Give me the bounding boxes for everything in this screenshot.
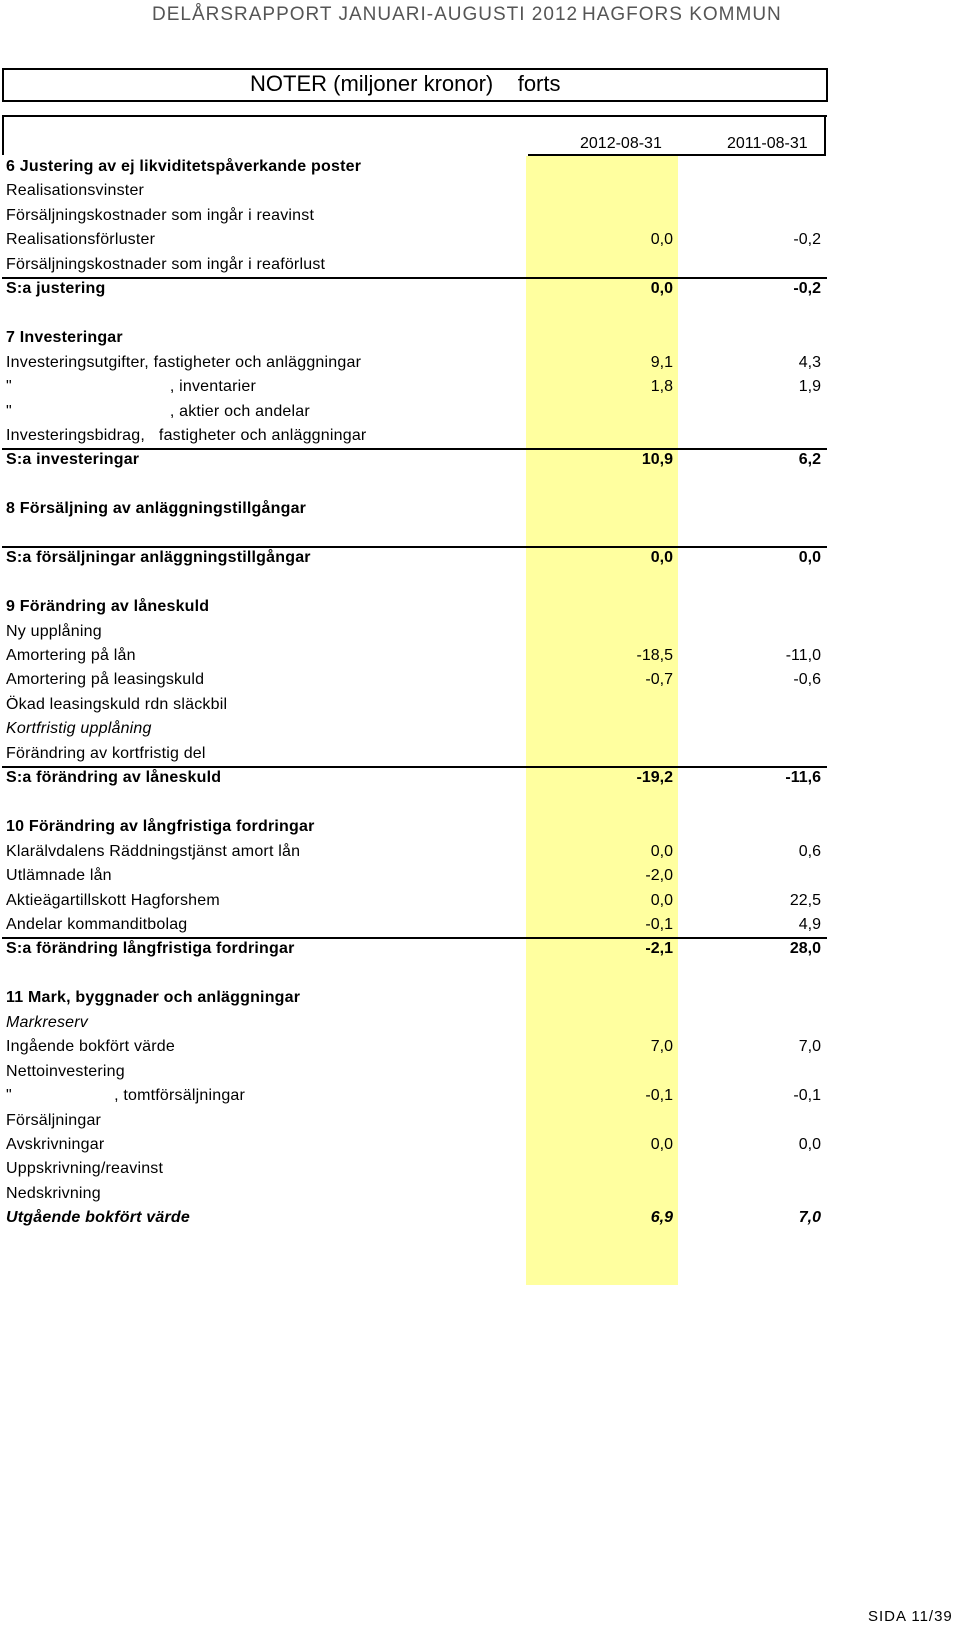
row-label: Nettoinvestering [6, 1062, 125, 1080]
column-header-2012: 2012-08-31 [580, 135, 662, 152]
table-row [0, 1060, 830, 1084]
row-label: 8 Försäljning av anläggningstillgångar [6, 500, 307, 518]
value-2011: -11,0 [785, 647, 821, 664]
table-row [0, 1206, 830, 1230]
table-row [0, 351, 830, 375]
row-label: Ökad leasingskuld rdn släckbil [6, 695, 228, 713]
row-label: Kortfristig upplåning [6, 720, 152, 738]
value-2011: 0,0 [798, 1136, 821, 1153]
row-label: Investeringsbidrag, fastigheter och anläggningar [6, 426, 367, 444]
table-row [0, 766, 830, 790]
spacer-row [0, 791, 830, 815]
value-2011: -0,6 [793, 671, 821, 689]
row-label: " , tomtförsäljningar [6, 1087, 246, 1105]
value-2011: 22,5 [789, 891, 821, 909]
spacer-row [0, 473, 830, 497]
value-2012: -0,7 [645, 671, 673, 689]
value-2012: -18,5 [636, 647, 673, 664]
row-label: Försäljningskostnader som ingår i reavinst [6, 206, 315, 224]
value-2011: 4,3 [798, 353, 821, 371]
table-row [0, 986, 830, 1010]
value-2012: 1,8 [650, 378, 673, 395]
table-row [0, 497, 830, 521]
value-2012: -0,1 [645, 1087, 673, 1105]
table-row [0, 717, 830, 741]
notes-title: NOTER (miljoner kronor) forts [250, 71, 561, 96]
row-label: Avskrivningar [6, 1136, 105, 1153]
value-2011: -0,2 [793, 280, 821, 298]
table-row [0, 375, 830, 399]
value-2011: 0,6 [798, 842, 821, 860]
value-2012: 0,0 [650, 1136, 673, 1153]
row-label: Uppskrivning/reavinst [6, 1160, 164, 1178]
table-row [0, 1035, 830, 1059]
value-2012: 7,0 [650, 1038, 673, 1056]
row-label: S:a förändring av låneskuld [6, 769, 222, 787]
row-label: Andelar kommanditbolag [6, 915, 188, 933]
value-2012: 0,0 [650, 891, 673, 909]
table-row [0, 546, 830, 570]
table-row [0, 889, 830, 913]
value-2012: 6,9 [650, 1209, 673, 1227]
row-label: Amortering på lån [6, 647, 136, 664]
row-label: Investeringsutgifter, fastigheter och anläggningar [6, 353, 362, 371]
table-row [0, 1133, 830, 1157]
table-row [0, 1084, 830, 1108]
value-2012: -2,0 [645, 867, 673, 884]
value-2012: -2,1 [645, 940, 673, 958]
value-2011: 7,0 [798, 1038, 821, 1056]
table-row [0, 277, 830, 301]
table-row [0, 937, 830, 961]
row-label: Ingående bokfört värde [6, 1038, 175, 1056]
table-row [0, 815, 830, 839]
value-2012: -0,1 [645, 915, 673, 933]
value-2011: 6,2 [798, 451, 821, 469]
table-row [0, 326, 830, 350]
page-number: SIDA 11/39 [868, 1608, 953, 1625]
row-label: Förändring av kortfristig del [6, 744, 206, 762]
table-row [0, 668, 830, 692]
value-2012: 10,9 [641, 451, 673, 469]
row-label: " , aktier och andelar [6, 402, 310, 420]
row-label: Utgående bokfört värde [6, 1209, 190, 1227]
row-label: Realisationsvinster [6, 182, 145, 200]
row-label: S:a investeringar [6, 451, 140, 469]
value-2011: -0,1 [793, 1087, 821, 1105]
table-row [0, 620, 830, 644]
row-label: Realisationsförluster [6, 231, 156, 249]
row-label: Amortering på leasingskuld [6, 671, 205, 689]
row-label: Försäljningar [6, 1111, 102, 1129]
value-2012: 0,0 [650, 231, 673, 249]
table-row [0, 424, 830, 448]
table-row [0, 448, 830, 472]
table-row [0, 1157, 830, 1181]
value-2011: 28,0 [789, 940, 821, 958]
table-row [0, 1182, 830, 1206]
spacer-row [0, 302, 830, 326]
row-label: Aktieägartillskott Hagforshem [6, 891, 220, 909]
table-row [0, 204, 830, 228]
table-row [0, 742, 830, 766]
row-label: S:a förändring långfristiga fordringar [6, 940, 295, 958]
table-row [0, 595, 830, 619]
row-label: S:a justering [6, 280, 106, 298]
value-2011: -0,2 [793, 231, 821, 249]
row-label: Markreserv [6, 1013, 89, 1031]
table-row [0, 400, 830, 424]
table-row [0, 864, 830, 888]
municipality-name: HAGFORS KOMMUN [582, 4, 782, 25]
row-label: 6 Justering av ej likviditetspåverkande poster [6, 158, 362, 175]
value-2011: -11,6 [785, 769, 821, 787]
value-2011: 4,9 [798, 915, 821, 933]
value-2012: 0,0 [650, 280, 673, 298]
row-label: 9 Förändring av låneskuld [6, 598, 210, 616]
table-row [0, 228, 830, 252]
table-row [0, 253, 830, 277]
column-header-2011: 2011-08-31 [727, 135, 808, 152]
row-label: Utlämnade lån [6, 867, 112, 884]
value-2012: -19,2 [636, 769, 673, 787]
table-top-border [2, 115, 827, 117]
table-row [0, 840, 830, 864]
value-2011: 0,0 [798, 549, 821, 567]
row-label: 11 Mark, byggnader och anläggningar [6, 989, 301, 1007]
value-2011: 7,0 [798, 1209, 821, 1227]
spacer-row [0, 962, 830, 986]
report-header-title: DELÅRSRAPPORT JANUARI-AUGUSTI 2012 [152, 4, 579, 25]
table-row [0, 644, 830, 668]
value-2012: 0,0 [650, 842, 673, 860]
row-label: Försäljningskostnader som ingår i reaförlust [6, 255, 326, 273]
table-row [0, 693, 830, 717]
value-2012: 9,1 [650, 353, 673, 371]
table-row [0, 179, 830, 203]
table-row [0, 1109, 830, 1133]
row-label: Nedskrivning [6, 1184, 101, 1202]
table-left-border [2, 115, 4, 155]
row-label: 7 Investeringar [6, 329, 123, 347]
table-row [0, 155, 830, 179]
value-2012: 0,0 [650, 549, 673, 567]
row-label: S:a försäljningar anläggningstillgångar [6, 549, 311, 567]
row-label: Klarälvdalens Räddningstjänst amort lån [6, 842, 301, 860]
value-2011: 1,9 [798, 378, 821, 395]
table-row [0, 913, 830, 937]
spacer-row [0, 571, 830, 595]
row-label: " , inventarier [6, 378, 257, 395]
row-label: Ny upplåning [6, 622, 102, 640]
row-label: 10 Förändring av långfristiga fordringar [6, 818, 315, 836]
table-row [0, 1011, 830, 1035]
spacer-row [0, 522, 830, 546]
table-right-border [824, 115, 826, 155]
